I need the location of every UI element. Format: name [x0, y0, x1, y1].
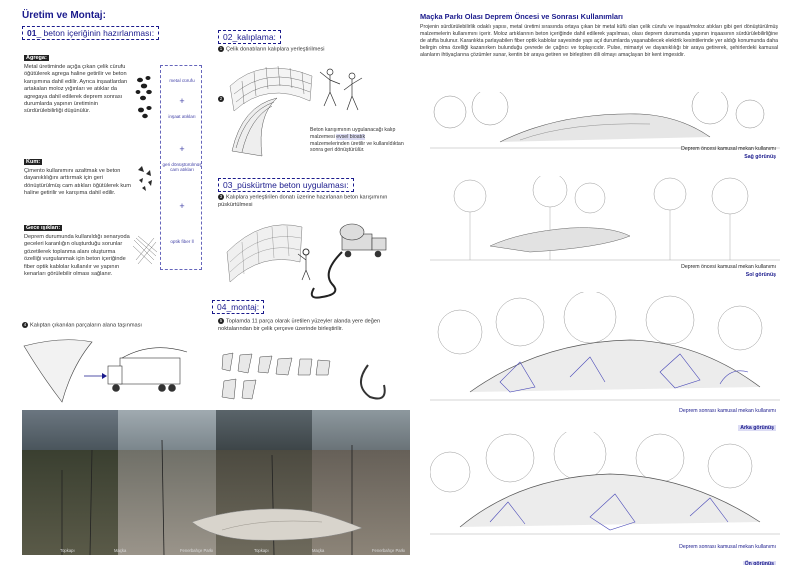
project-description: Projenin sürdürülebilirlik odaklı yapısı, metal üretimi sırasında ortaya çıkan bir metal küfü olan çelik cürufu ve inşaat/moloz atıkları gibi geri dönüştürülmüş malzemelerin kullanımını içerir. Moloz artıklarının beton içeriğinde dahil edilerek yapılması, olası deprem durumunda yapının inşaasının sürdürülebilirliğine de atıfta bulunur. Karanlıkta parlayabilen fiber optik kablolar sayesinde yapı açıl durumlarda yaşanabilecek elektrik kesintilerinde yer aldığı konumunda daha belirgin olma özelliği kazanırken bulunduğu çevrede de çağrıcı ve toplayıcıdır. Pulse, mimariyi ve dayanıklılığı bir araya getirerek, şehirlerdeki kamusal alanların ihtiyaçlarına çözümler sunar, kentin bir araya getiren ve birleştiren dili olmayı amaçlayan bir kent imgesidir.	[420, 24, 778, 58]
step-number-1: 1	[219, 46, 223, 51]
canopy-shell	[490, 228, 630, 252]
material-flow-box	[160, 65, 202, 270]
photo-label: Maçka	[114, 548, 127, 553]
assembled-pieces-drawing	[218, 345, 408, 405]
glass-fragments-icon	[138, 166, 152, 191]
kum-text: Çimento kullanımını azaltmak ve beton dayanıklılığını arttırmak için geri dönüştürülmüş cam atıkları öğütülerek kum haline getirilir ve karışıma dahil edilir.	[24, 168, 131, 197]
step-1-text: Çelik donatıların kalıplara yerleştirilmesi	[226, 46, 325, 53]
photo-label: Fenerbahçe Parkı	[372, 548, 406, 553]
agrega-block	[24, 46, 132, 116]
note-text-a: Beton karışımının uygulanacağı kalıp malzemesi	[310, 127, 396, 140]
slag-stones-icon	[136, 76, 152, 118]
view-2-subtitle: Sol görünüş	[745, 272, 776, 278]
shotcrete-drawing	[222, 212, 402, 302]
gece-text: Deprem durumunda kullanıldığı senaryoda geceleri karanlığın oluşturduğu sorunlar gözetilerek toplanma alanı oluşturma özelliği vurgulanmak için beton içeriğinde fiber optik kablolar kullanılır ve yapının kenarları görülebilir olması sağlanır.	[24, 234, 130, 278]
step-number-3: 3	[219, 194, 223, 199]
view-4-subtitle: Ön görünüş	[744, 561, 774, 565]
section-04-heading: 04_montaj:	[212, 300, 264, 314]
photo-label: Topkapı	[60, 548, 75, 553]
site-photo-strip	[22, 410, 410, 555]
note-text-b: malzemelerinden üretilir ve kullanıldıktan sonra geri dönüştürülür.	[310, 140, 404, 154]
view-1-subtitle: Sağ görünüş	[744, 154, 776, 160]
gece-block	[24, 216, 132, 278]
right-title: Maçka Parkı Olası Deprem Öncesi ve Sonrası Kullanımları	[420, 12, 623, 21]
section-01-number: 01	[27, 28, 37, 38]
kum-tag: Kum:	[26, 159, 41, 165]
canopy-shell	[500, 114, 710, 142]
view-1-drawing	[430, 92, 780, 150]
step-4	[22, 322, 212, 330]
step-3-text: Kalıplara yerleştirilen donatı üzerine hazırlanan beton karışımının püskürtülmesi	[218, 194, 388, 208]
section-01-heading	[22, 26, 159, 40]
formwork-mesh-drawing	[222, 56, 322, 166]
step-3	[218, 194, 398, 209]
flow-label-glass: geri dönüştürülmüş cam atıkları	[162, 162, 202, 172]
gece-tag: Gece ışıkları:	[26, 225, 61, 231]
step-4-text: Kalıptan çıkanılan parçaların alana taşınması	[30, 322, 142, 329]
arrow-head-icon	[102, 373, 107, 379]
step-5	[218, 318, 403, 333]
step-5-text: Toplamda 11 parça olarak üretilen yüzeyler alanda yere değen noktalarından bir çelik çerçeve üzerinde birleştirilir.	[218, 318, 381, 332]
kum-block	[24, 150, 132, 198]
photo-label: Topkapı	[254, 548, 269, 553]
material-illustrations	[130, 70, 160, 270]
step-number-2: 2	[219, 95, 223, 101]
section-02-heading: 02_kalıplama:	[218, 30, 281, 44]
mold-material-note	[310, 127, 405, 154]
page-title: Üretim ve Montaj:	[22, 10, 106, 21]
concrete-truck-icon	[340, 224, 386, 257]
step-1	[218, 46, 398, 54]
flow-label-construction: inşaat atıkları	[168, 114, 196, 119]
section-01-title: _ beton içeriğinin hazırlanması:	[36, 28, 155, 38]
step-number-5: 5	[219, 318, 223, 323]
view-2-drawing	[430, 176, 780, 262]
photo-label: Fenerbahçe Parkı	[180, 548, 214, 553]
view-1-caption: Deprem öncesi kamusal mekan kullanımı	[681, 146, 776, 152]
fiber-optic-icon	[133, 236, 157, 264]
canopy-shell	[470, 340, 760, 392]
agrega-text: Metal üretiminde açığa çıkan çelik cürufu öğütülerek agrega haline getirilir ve beton karışımına dahil edilir. Ayrıca inşaatlardan artakalan moloz yığınları ve atıklar da agregaya dahil edilerek deprem sonrası durumlarda yapının üretiminin sürdürülebilirliği düşünülür.	[24, 64, 128, 115]
section-03-heading: 03_püskürtme beton uygulaması:	[218, 178, 354, 192]
view-3-subtitle: Arka görünüş	[740, 425, 774, 431]
plus-icon: +	[179, 96, 185, 106]
photo-overlay-structure	[22, 410, 410, 555]
plus-icon: +	[179, 144, 185, 154]
view-2-caption: Deprem öncesi kamusal mekan kullanımı	[681, 264, 776, 270]
agrega-tag: Agrega:	[26, 55, 47, 61]
flow-label-fiber: optik fiber ll	[170, 239, 194, 244]
flow-label-slag: metal cürufu	[169, 78, 195, 83]
transport-drawing	[22, 336, 212, 406]
note-highlight: evsel bioatık	[336, 133, 366, 140]
plus-icon: +	[179, 201, 185, 211]
shell-piece	[24, 340, 92, 402]
truck-icon	[108, 348, 187, 392]
people-figures	[312, 62, 372, 122]
step-number-4: 4	[23, 322, 27, 327]
view-4-drawing	[430, 432, 780, 540]
view-3-drawing	[430, 292, 780, 407]
bench-structure	[192, 509, 362, 540]
photo-label: Maçka	[312, 548, 325, 553]
view-4-subtitle-wrap	[560, 552, 776, 565]
view-4-caption: Deprem sonrası kamusal mekan kullanımı	[679, 544, 776, 550]
view-3-caption: Deprem sonrası kamusal mekan kullanımı	[679, 408, 776, 414]
step-2-marker	[218, 90, 226, 108]
